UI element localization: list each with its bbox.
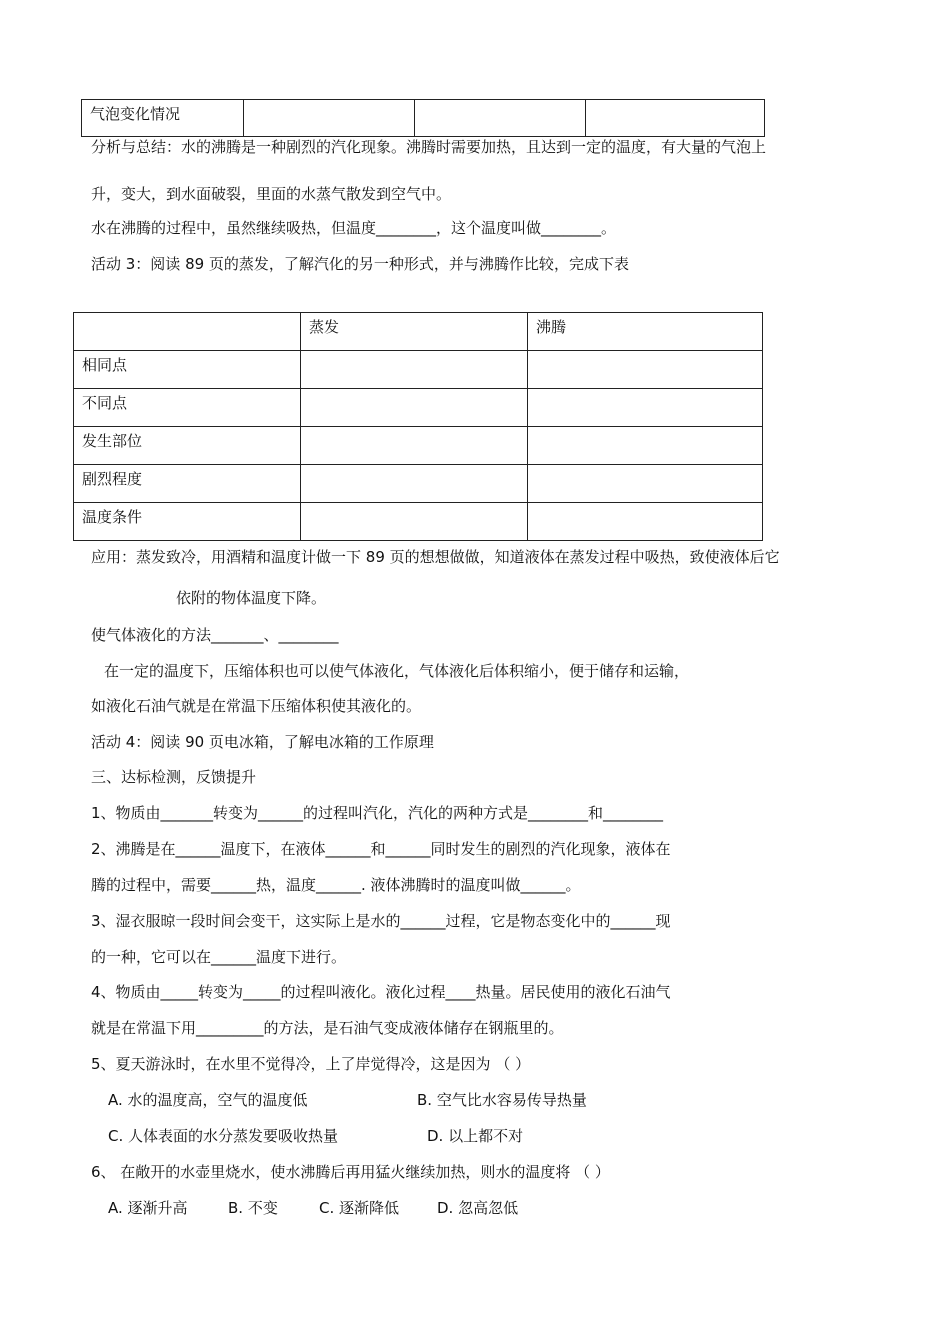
- question-5-option-b: B. 空气比水容易传导热量: [417, 1091, 587, 1109]
- table-cell: [528, 427, 763, 465]
- table-cell: [528, 465, 763, 503]
- table-cell: [528, 351, 763, 389]
- application-line-1: 应用：蒸发致冷，用酒精和温度计做一下 89 页的想想做做，知道液体在蒸发过程中吸热，致使液体后它: [91, 548, 780, 566]
- analysis-line-2: 升，变大，到水面破裂，里面的水蒸气散发到空气中。: [91, 185, 452, 203]
- header-cell-empty: [74, 313, 301, 351]
- question-6: 6、 在敞开的水壶里烧水，使水沸腾后再用猛火继续加热，则水的温度将 （ ）: [91, 1163, 610, 1181]
- row-label: 不同点: [74, 389, 301, 427]
- row-label: 发生部位: [74, 427, 301, 465]
- section-heading: 三、达标检测，反馈提升: [91, 768, 257, 786]
- activity-4: 活动 4：阅读 90 页电冰箱，了解电冰箱的工作原理: [91, 733, 434, 751]
- question-6-option-b: B. 不变: [228, 1199, 278, 1217]
- table-row: [74, 351, 763, 389]
- analysis-line-1: 分析与总结：水的沸腾是一种剧烈的汽化现象。沸腾时需要加热，且达到一定的温度，有大量的气泡上: [91, 138, 767, 156]
- row-label: 相同点: [74, 351, 301, 389]
- table-cell: [301, 503, 528, 541]
- table-cell: [586, 100, 765, 137]
- table-cell: [301, 351, 528, 389]
- table-cell: [244, 100, 415, 137]
- table-cell: [528, 389, 763, 427]
- table-row: [74, 389, 763, 427]
- question-6-option-c: C. 逐渐降低: [319, 1199, 400, 1217]
- liquefaction-line-2: 如液化石油气就是在常温下压缩体积使其液化的。: [91, 697, 422, 715]
- table-cell: [301, 465, 528, 503]
- table-header-row: [74, 313, 763, 351]
- question-2a: 2、沸腾是在______温度下，在液体______和______同时发生的剧烈的汽化现象，液体在: [91, 840, 671, 858]
- question-2b: 腾的过程中，需要______热，温度______. 液体沸腾时的温度叫做______。: [91, 876, 581, 894]
- question-5-option-c: C. 人体表面的水分蒸发要吸收热量: [108, 1127, 339, 1145]
- analysis-line-3: 水在沸腾的过程中，虽然继续吸热，但温度________，这个温度叫做________。: [91, 219, 617, 237]
- question-5: 5、夏天游泳时，在水里不觉得冷，上了岸觉得冷，这是因为 （ ）: [91, 1055, 531, 1073]
- table-row: [74, 465, 763, 503]
- table-cell: [528, 503, 763, 541]
- table-row: [74, 427, 763, 465]
- header-cell-boiling: 沸腾: [528, 313, 763, 351]
- question-3b: 的一种，它可以在______温度下进行。: [91, 948, 347, 966]
- question-5-option-d: D. 以上都不对: [427, 1127, 524, 1145]
- header-cell-evaporation: 蒸发: [301, 313, 528, 351]
- liquefaction-methods: 使气体液化的方法_______、________: [91, 626, 339, 644]
- compare-table: [73, 312, 763, 541]
- question-6-option-d: D. 忽高忽低: [437, 1199, 519, 1217]
- table-row: [74, 503, 763, 541]
- question-4b: 就是在常温下用_________的方法，是石油气变成液体储存在钢瓶里的。: [91, 1019, 564, 1037]
- table-row: [82, 100, 765, 137]
- table-cell: [415, 100, 586, 137]
- activity-3: 活动 3：阅读 89 页的蒸发，了解汽化的另一种形式，并与沸腾作比较，完成下表: [91, 255, 629, 273]
- table-cell-label: 气泡变化情况: [82, 100, 244, 137]
- question-3a: 3、湿衣服晾一段时间会变干，这实际上是水的______过程，它是物态变化中的______现: [91, 912, 671, 930]
- row-label: 温度条件: [74, 503, 301, 541]
- table-cell: [301, 389, 528, 427]
- liquefaction-line-1: 在一定的温度下，压缩体积也可以使气体液化，气体液化后体积缩小，便于储存和运输，: [104, 662, 690, 680]
- question-6-option-a: A. 逐渐升高: [108, 1199, 188, 1217]
- bubble-table: [81, 99, 765, 137]
- row-label: 剧烈程度: [74, 465, 301, 503]
- table-cell: [301, 427, 528, 465]
- question-5-option-a: A. 水的温度高，空气的温度低: [108, 1091, 308, 1109]
- question-1: 1、物质由_______转变为______的过程叫汽化，汽化的两种方式是________和________: [91, 804, 664, 822]
- application-line-2: 依附的物体温度下降。: [176, 589, 327, 607]
- question-4a: 4、物质由_____转变为_____的过程叫液化。液化过程____热量。居民使用的液化石油气: [91, 983, 671, 1001]
